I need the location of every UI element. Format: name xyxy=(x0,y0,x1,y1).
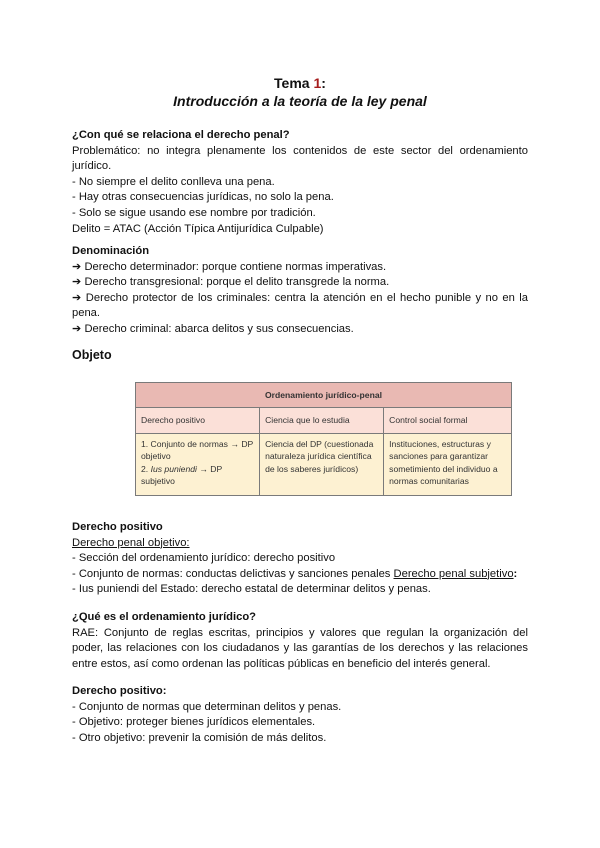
list-item: - Objetivo: proteger bienes jurídicos elementales. xyxy=(72,716,316,729)
paragraph: RAE: Conjunto de reglas escritas, principios y valores que regulan la organización del poder, las relaciones con los ciudadanos y las garantías de los derechos y las relaciones entre estos, así como ordenan las políticas públicas en beneficio del interés general. xyxy=(72,626,528,670)
column-header: Control social formal xyxy=(384,408,512,433)
list-item: ➔ Derecho protector de los criminales: centra la atención en el hecho punible y no en la pena. xyxy=(72,291,528,320)
subheading: Derecho penal objetivo: xyxy=(72,536,190,549)
table-cell: Instituciones, estructuras y sanciones para garantizar sometimiento del individuo a normas comunitarias xyxy=(384,433,512,495)
list-item: ➔ Derecho transgresional: porque el delito transgrede la norma. xyxy=(72,276,390,289)
table-cell: 1. Conjunto de normas → DP objetivo 2. Ius puniendi → DP subjetivo xyxy=(136,433,260,495)
section-heading: Derecho positivo: xyxy=(72,685,167,697)
list-item: - Conjunto de normas que determinan delitos y penas. xyxy=(72,700,342,713)
definition-line: Delito = ATAC (Acción Típica Antijurídica Culpable) xyxy=(72,222,324,235)
section-heading: Derecho positivo xyxy=(72,521,163,533)
section-relation xyxy=(72,128,528,237)
section-derecho-positivo xyxy=(72,520,528,598)
list-item: - Conjunto de normas: conductas delictivas y sanciones penales Derecho penal subjetivo: xyxy=(72,567,518,580)
list-item: - Ius puniendi del Estado: derecho estatal de determinar delitos y penas. xyxy=(72,583,431,596)
list-item: ➔ Derecho criminal: abarca delitos y sus consecuencias. xyxy=(72,322,354,335)
subheading-inline: Derecho penal subjetivo xyxy=(393,567,514,580)
table-header: Ordenamiento jurídico-penal xyxy=(136,383,512,408)
topic-title: Tema 1: xyxy=(274,75,326,91)
section-heading: Denominación xyxy=(72,245,150,257)
table-cell: Ciencia del DP (cuestionada naturaleza jurídica científica de los saberes jurídicos) xyxy=(260,433,384,495)
topic-subtitle: Introducción a la teoría de la ley penal xyxy=(173,93,427,109)
section-derecho-positivo-2 xyxy=(72,684,528,746)
column-header: Ciencia que lo estudia xyxy=(260,408,384,433)
section-heading: ¿Con qué se relaciona el derecho penal? xyxy=(72,129,290,141)
list-item: - Solo se sigue usando ese nombre por tradición. xyxy=(72,206,316,219)
document-title xyxy=(72,74,528,110)
list-item: ➔ Derecho determinador: porque contiene normas imperativas. xyxy=(72,260,387,273)
ordenamiento-table xyxy=(135,382,512,496)
section-denominacion xyxy=(72,244,528,338)
section-heading: ¿Qué es el ordenamiento jurídico? xyxy=(72,611,257,623)
section-ordenamiento xyxy=(72,610,528,672)
list-item: - No siempre el delito conlleva una pena. xyxy=(72,175,275,188)
list-item: - Hay otras consecuencias jurídicas, no solo la pena. xyxy=(72,191,334,204)
list-item: - Otro objetivo: prevenir la comisión de más delitos. xyxy=(72,731,327,744)
paragraph: Problemático: no integra plenamente los contenidos de este sector del ordenamiento jurídico. xyxy=(72,144,528,173)
list-item: - Sección del ordenamiento jurídico: derecho positivo xyxy=(72,552,336,565)
section-heading-objeto: Objeto xyxy=(72,348,112,362)
column-header: Derecho positivo xyxy=(136,408,260,433)
topic-number: 1 xyxy=(313,75,322,91)
